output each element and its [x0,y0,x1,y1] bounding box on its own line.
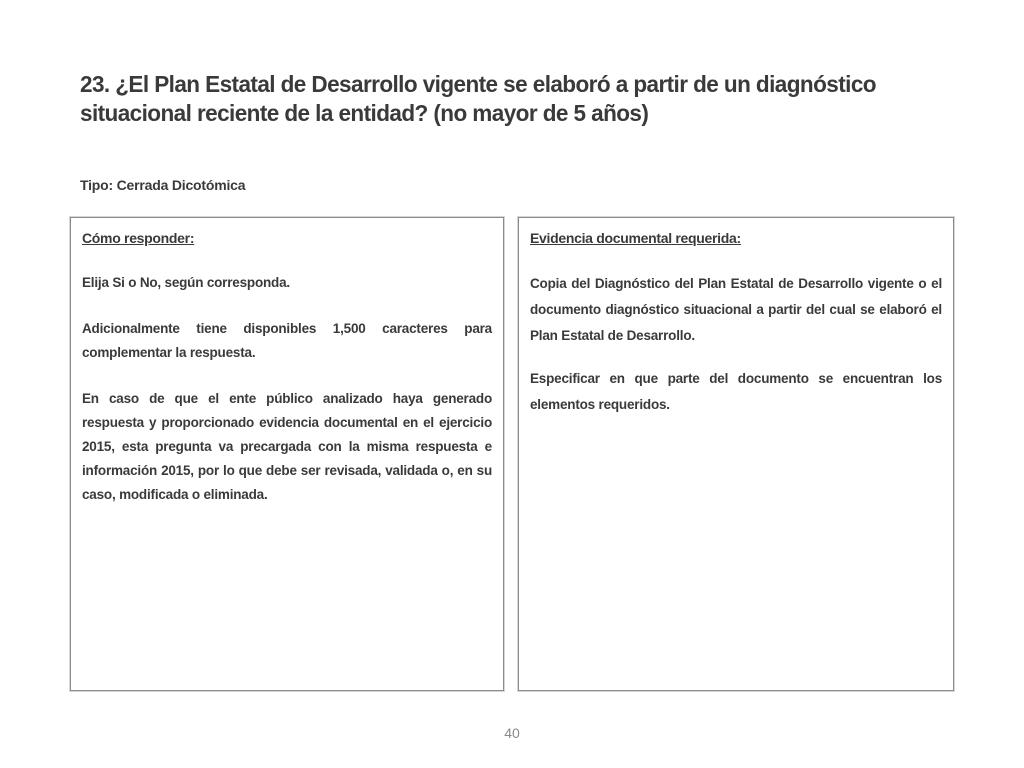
evidence-paragraph: Copia del Diagnóstico del Plan Estatal de Desarrollo vigente o el documento diagnóstico situacional a partir del cual se elaboró el Plan Estatal de Desarrollo. [530,276,942,343]
how-to-answer-paragraph: Elija Si o No, según corresponda. [82,275,290,290]
how-to-answer-paragraph: Adicionalmente tiene disponibles 1,500 caracteres para complementar la respuesta. [82,321,492,360]
evidence-paragraph: Especificar en que parte del documento se encuentran los elementos requeridos. [530,371,942,412]
how-to-answer-paragraph: En caso de que el ente público analizado haya generado respuesta y proporcionado evidencia documental en el ejercicio 2015, esta pregunta va precargada con la misma respuesta e información 2015, por lo que debe ser revisada, validada o, en su caso, modificada o eliminada. [82,391,492,502]
how-to-answer-heading: Cómo responder: [82,230,195,246]
how-to-answer-box [70,217,504,691]
evidence-box [518,217,954,691]
question-title: 23. ¿El Plan Estatal de Desarrollo vigente se elaboró a partir de un diagnóstico situacional reciente de la entidad? (no mayor de 5 años) [80,71,876,126]
evidence-heading: Evidencia documental requerida: [530,230,741,246]
question-type: Tipo: Cerrada Dicotómica [80,177,246,193]
page-number: 40 [504,725,520,741]
